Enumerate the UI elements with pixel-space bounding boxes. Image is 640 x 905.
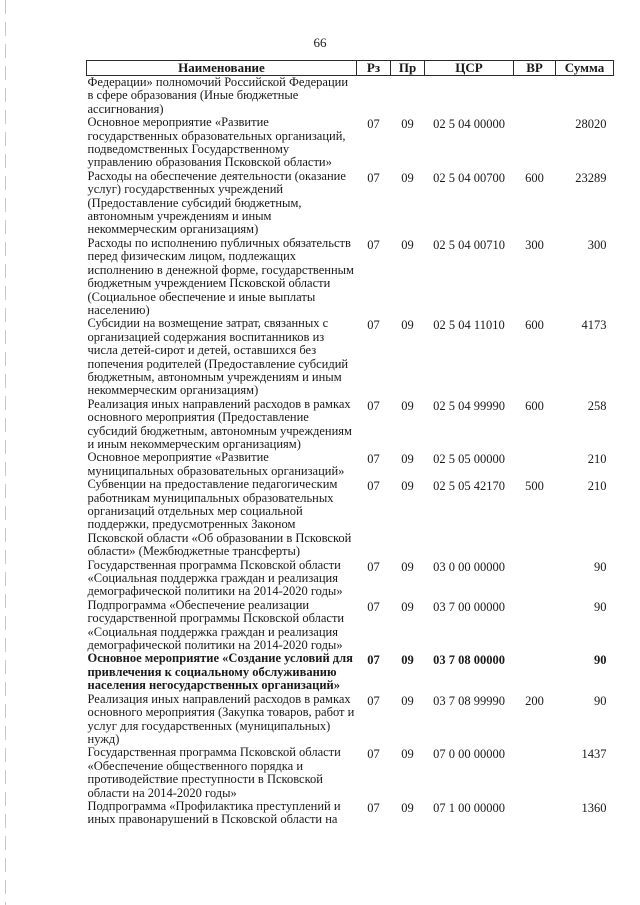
cell-csr: 03 7 08 99990 xyxy=(433,693,505,708)
cell-pr: 09 xyxy=(401,117,414,132)
cell-rz: 07 xyxy=(367,747,380,762)
cell-pr: 09 xyxy=(401,800,414,815)
cell-vr: 500 xyxy=(525,479,544,494)
cell-rz: 07 xyxy=(367,479,380,494)
cell-rz: 07 xyxy=(367,800,380,815)
table-row xyxy=(87,76,614,117)
cell-vr: 600 xyxy=(525,170,544,185)
cell-rz: 07 xyxy=(367,170,380,185)
cell-vr xyxy=(514,451,556,478)
cell-sum: 90 xyxy=(594,559,607,574)
cell-csr: 02 5 04 11010 xyxy=(433,318,505,333)
cell-name: Реализация иных направлений расходов в рамках основного мероприятия (Закупка товаров, работ и услуг для государственных (муниципальных) нужд) xyxy=(87,691,355,746)
cell-name: Подпрограмма «Обеспечение реализации государственной программы Псковской области «Социальная поддержка граждан и реализация демографической политики на 2014-2020 годы» xyxy=(87,597,345,653)
cell-sum xyxy=(556,76,614,117)
cell-csr: 02 5 05 42170 xyxy=(433,479,505,494)
table-row xyxy=(87,170,614,237)
cell-vr xyxy=(514,746,556,800)
cell-sum: 23289 xyxy=(575,170,607,185)
cell-name: Субвенции на предоставление педагогическим работникам муниципальных образовательных организаций отдельных мер социальной поддержки, предусмотренных Законом Псковской области «Об образовании в Псковской области» (Межбюджетные трансферты) xyxy=(87,477,352,559)
table-row xyxy=(87,237,614,317)
cell-pr: 09 xyxy=(401,653,414,668)
cell-rz xyxy=(357,76,391,117)
cell-rz: 07 xyxy=(367,318,380,333)
cell-vr xyxy=(514,76,556,117)
cell-rz: 07 xyxy=(367,653,380,668)
cell-pr: 09 xyxy=(401,693,414,708)
cell-rz: 07 xyxy=(367,398,380,413)
cell-rz: 07 xyxy=(367,117,380,132)
table-row xyxy=(87,800,614,827)
cell-name: Расходы на обеспечение деятельности (оказание услуг) государственных учреждений (Предоставление субсидий бюджетным, автономным учреждениям и иным некоммерческим организациям) xyxy=(87,168,346,237)
page-number: 66 xyxy=(313,35,327,50)
table-row xyxy=(87,559,614,599)
header-rz: Рз xyxy=(357,61,391,76)
table-body xyxy=(87,76,614,827)
budget-table xyxy=(86,60,614,827)
cell-name: Основное мероприятие «Развитие государственных образовательных организаций, подведомственных Государственному управлению образования Псковской области» xyxy=(87,115,346,170)
cell-csr: 07 0 00 00000 xyxy=(433,747,505,762)
cell-pr: 09 xyxy=(401,237,414,252)
cell-pr: 09 xyxy=(401,479,414,494)
cell-sum: 1360 xyxy=(581,800,607,815)
cell-vr: 300 xyxy=(525,237,544,252)
cell-csr: 03 7 00 00000 xyxy=(433,599,505,614)
table-row xyxy=(87,478,614,558)
cell-vr xyxy=(514,559,556,599)
cell-name: Государственная программа Псковской области «Социальная поддержка граждан и реализация демографической политики на 2014-2020 годы» xyxy=(87,557,343,599)
table-row xyxy=(87,116,614,170)
cell-name: Субсидии на возмещение затрат, связанных с организацией содержания воспитанников из числа детей-сирот и детей, оставшихся без попечения родителей (Предоставление субсидий бюджетным, автономным учреждениям и иным некоммерческим организациям) xyxy=(87,316,349,398)
table-row xyxy=(87,746,614,800)
cell-csr: 02 5 04 99990 xyxy=(433,398,505,413)
table-row xyxy=(87,693,614,747)
header-vr: ВР xyxy=(514,61,556,76)
cell-pr: 09 xyxy=(401,452,414,467)
cell-rz: 07 xyxy=(367,693,380,708)
cell-pr: 09 xyxy=(401,398,414,413)
cell-csr: 02 5 04 00700 xyxy=(433,170,505,185)
cell-csr xyxy=(425,76,514,117)
cell-vr xyxy=(514,599,556,653)
cell-csr: 02 5 04 00710 xyxy=(433,237,505,252)
cell-name: Основное мероприятие «Создание условий для привлечения к социальному обслуживанию населения негосударственных организаций» xyxy=(87,651,353,693)
cell-rz: 07 xyxy=(367,237,380,252)
cell-sum: 90 xyxy=(594,653,607,668)
cell-vr xyxy=(514,800,556,827)
cell-pr: 09 xyxy=(401,559,414,574)
cell-sum: 28020 xyxy=(575,117,607,132)
cell-pr: 09 xyxy=(401,318,414,333)
table-row xyxy=(87,652,614,692)
cell-vr: 600 xyxy=(525,398,544,413)
cell-csr: 03 7 08 00000 xyxy=(433,653,505,668)
cell-vr xyxy=(514,116,556,170)
cell-rz: 07 xyxy=(367,452,380,467)
cell-sum: 258 xyxy=(587,398,607,413)
cell-sum: 300 xyxy=(587,237,607,252)
scan-edge-artifact xyxy=(5,0,6,905)
header-sum: Сумма xyxy=(556,61,614,76)
cell-csr: 03 0 00 00000 xyxy=(433,559,505,574)
table-row xyxy=(87,599,614,653)
header-name: Наименование xyxy=(87,61,357,76)
cell-vr: 600 xyxy=(525,318,544,333)
cell-csr: 02 5 05 00000 xyxy=(433,452,505,467)
cell-sum: 210 xyxy=(587,479,607,494)
cell-name: Основное мероприятие «Развитие муниципальных образовательных организаций» xyxy=(87,450,345,478)
header-csr: ЦСР xyxy=(425,61,514,76)
cell-csr: 02 5 04 00000 xyxy=(433,117,505,132)
cell-name: Федерации» полномочий Российской Федерации в сфере образования (Иные бюджетные ассигнования) xyxy=(87,75,349,116)
cell-pr xyxy=(391,76,425,117)
cell-name: Реализация иных направлений расходов в рамках основного мероприятия (Предоставление субсидий бюджетным, автономным учреждениям и иным некоммерческим организациям) xyxy=(87,396,352,451)
cell-pr: 09 xyxy=(401,599,414,614)
cell-sum: 210 xyxy=(587,452,607,467)
header-pr: Пр xyxy=(391,61,425,76)
cell-sum: 90 xyxy=(594,693,607,708)
cell-vr: 200 xyxy=(525,693,544,708)
cell-vr xyxy=(514,652,556,692)
cell-rz: 07 xyxy=(367,559,380,574)
cell-name: Расходы по исполнению публичных обязательств перед физическим лицом, подлежащих исполнению в денежной форме, государственным бюджетным учреждением Псковской области (Социальное обеспечение и иные выплаты населению) xyxy=(87,235,354,317)
table-row xyxy=(87,398,614,452)
cell-csr: 07 1 00 00000 xyxy=(433,800,505,815)
table-row xyxy=(87,317,614,397)
cell-sum: 1437 xyxy=(581,747,607,762)
table-header-row xyxy=(87,61,614,76)
cell-name: Подпрограмма «Профилактика преступлений и иных правонарушений в Псковской области на xyxy=(87,798,341,827)
cell-rz: 07 xyxy=(367,599,380,614)
cell-pr: 09 xyxy=(401,747,414,762)
table-row xyxy=(87,451,614,478)
cell-sum: 4173 xyxy=(581,318,607,333)
cell-pr: 09 xyxy=(401,170,414,185)
cell-sum: 90 xyxy=(594,599,607,614)
cell-name: Государственная программа Псковской области «Обеспечение общественного порядка и противодействие преступности в Псковской области на 2014-2020 годы» xyxy=(87,745,341,800)
